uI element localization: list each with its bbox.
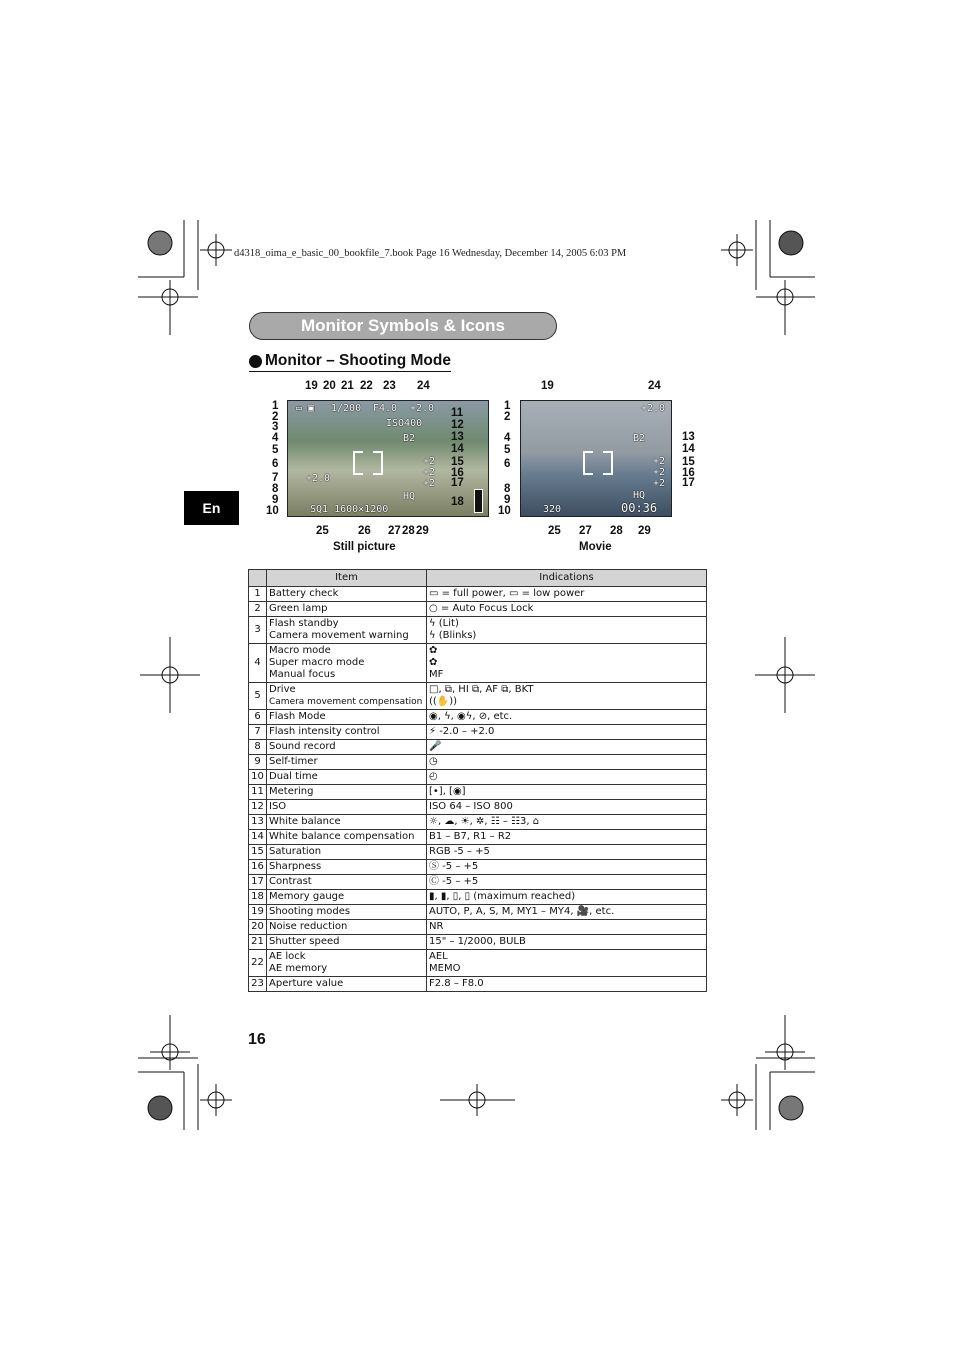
table-row — [249, 617, 707, 644]
table-header-item: Item — [267, 570, 427, 587]
row-item — [267, 920, 427, 935]
row-item-text: Flash standby Camera movement warning — [269, 618, 409, 641]
row-number: 11 — [249, 785, 267, 800]
row-item — [267, 830, 427, 845]
movie-callout-19: 19 — [541, 380, 554, 392]
row-item-text: Noise reduction — [269, 921, 348, 932]
row-number: 2 — [249, 602, 267, 617]
row-indications: 15" – 1/2000, BULB — [427, 935, 707, 950]
table-row — [249, 860, 707, 875]
still-callout-12: 12 — [451, 419, 464, 431]
movie-screen — [520, 400, 672, 517]
table-row — [249, 845, 707, 860]
row-item — [267, 770, 427, 785]
movie-ev: +2.0 — [641, 403, 666, 414]
row-item — [267, 644, 427, 683]
row-number: 7 — [249, 725, 267, 740]
row-item-text: Aperture value — [269, 978, 344, 989]
row-item-text: Memory gauge — [269, 891, 345, 902]
row-number: 6 — [249, 710, 267, 725]
still-callout-15: 15 — [451, 456, 464, 468]
row-item-text: Drive — [269, 684, 296, 695]
row-item — [267, 740, 427, 755]
still-callout-16: 16 — [451, 467, 464, 479]
movie-quality: HQ — [633, 490, 646, 501]
still-callout-9: 9 — [272, 494, 279, 506]
still-shutter: 1/200 — [331, 403, 362, 414]
still-callout-21: 21 — [341, 380, 354, 392]
movie-callout-4: 4 — [504, 432, 511, 444]
still-callout-27: 27 — [388, 525, 401, 537]
row-item-subtext: Camera movement compensation — [269, 697, 423, 707]
row-item — [267, 875, 427, 890]
still-ev: +2.0 — [410, 403, 435, 414]
row-number: 16 — [249, 860, 267, 875]
row-indications: ◷ — [427, 755, 707, 770]
table-row — [249, 830, 707, 845]
table-row — [249, 740, 707, 755]
movie-callout-1: 1 — [504, 400, 511, 412]
row-item-text: Sound record — [269, 741, 336, 752]
movie-caption: Movie — [579, 541, 612, 553]
row-indications: F2.8 – F8.0 — [427, 977, 707, 992]
movie-callout-16: 16 — [682, 467, 695, 479]
table-row — [249, 644, 707, 683]
movie-callout-2: 2 — [504, 411, 511, 423]
still-iso: ISO400 — [386, 418, 423, 429]
row-item-text: AE lock AE memory — [269, 951, 328, 974]
row-indications: ◉, ϟ, ◉ϟ, ⊘, etc. — [427, 710, 707, 725]
row-indications: B1 – B7, R1 – R2 — [427, 830, 707, 845]
row-item — [267, 725, 427, 740]
table-row — [249, 602, 707, 617]
row-indications: RGB -5 – +5 — [427, 845, 707, 860]
still-bottom: SQ1 1600×1200 — [310, 504, 389, 515]
table-row — [249, 683, 707, 710]
movie-callout-14: 14 — [682, 443, 695, 455]
row-number: 9 — [249, 755, 267, 770]
still-callout-5: 5 — [272, 444, 279, 456]
movie-wb: B2 — [633, 433, 646, 444]
movie-callout-29: 29 — [638, 525, 651, 537]
row-number: 22 — [249, 950, 267, 977]
still-callout-1: 1 — [272, 400, 279, 412]
row-item-text: Shutter speed — [269, 936, 340, 947]
row-number: 5 — [249, 683, 267, 710]
row-indications: 🎤 — [427, 740, 707, 755]
movie-sat: +2 — [653, 456, 666, 467]
movie-callout-5: 5 — [504, 444, 511, 456]
still-callout-23: 23 — [383, 380, 396, 392]
movie-callout-13: 13 — [682, 431, 695, 443]
row-number: 17 — [249, 875, 267, 890]
bullet-icon — [249, 355, 262, 368]
row-item — [267, 710, 427, 725]
table-header-indications: Indications — [427, 570, 707, 587]
row-number: 12 — [249, 800, 267, 815]
row-indications: ▭ = full power, ▭ = low power — [427, 587, 707, 602]
movie-size: 320 — [543, 504, 562, 515]
row-item — [267, 935, 427, 950]
row-item-text: Sharpness — [269, 861, 322, 872]
still-sharp: +2 — [423, 467, 436, 478]
still-callout-13: 13 — [451, 431, 464, 443]
still-callout-11: 11 — [451, 407, 464, 419]
language-tab: En — [184, 491, 239, 525]
table-row — [249, 755, 707, 770]
table-row — [249, 785, 707, 800]
movie-callout-27: 27 — [579, 525, 592, 537]
row-item-text: Contrast — [269, 876, 312, 887]
table-row — [249, 587, 707, 602]
row-indications: ◴ — [427, 770, 707, 785]
row-number: 20 — [249, 920, 267, 935]
row-item — [267, 617, 427, 644]
still-callout-10: 10 — [266, 505, 279, 517]
file-header: d4318_oima_e_basic_00_bookfile_7.book Page 16 Wednesday, December 14, 2005 6:03 PM — [234, 248, 627, 259]
still-callout-20: 20 — [323, 380, 336, 392]
row-item — [267, 860, 427, 875]
row-item — [267, 602, 427, 617]
still-wb: B2 — [403, 433, 416, 444]
row-indications: Ⓒ -5 – +5 — [427, 875, 707, 890]
row-item-text: White balance — [269, 816, 341, 827]
row-number: 23 — [249, 977, 267, 992]
still-flash-ev: +2.0 — [306, 473, 331, 484]
row-item-text: Shooting modes — [269, 906, 351, 917]
still-callout-19: 19 — [305, 380, 318, 392]
subsection-title — [249, 352, 451, 372]
row-number: 8 — [249, 740, 267, 755]
still-contrast: +2 — [423, 478, 436, 489]
movie-callout-17: 17 — [682, 477, 695, 489]
row-item — [267, 905, 427, 920]
subsection-title-text: Monitor – Shooting Mode — [265, 352, 451, 369]
table-row — [249, 875, 707, 890]
table-row — [249, 935, 707, 950]
row-item — [267, 950, 427, 977]
movie-sharp: +2 — [653, 467, 666, 478]
table-header-row — [249, 570, 707, 587]
row-indications: ○ = Auto Focus Lock — [427, 602, 707, 617]
row-item-text: Macro mode Super macro mode Manual focus — [269, 645, 365, 680]
still-callout-6: 6 — [272, 458, 279, 470]
still-picture-screen: ▭ ▣ 1/200 F4.0 +2.0 ISO400 B2 +2 +2 +2 +2.0 HQ SQ1 1600×1200 — [287, 400, 489, 517]
table-row — [249, 725, 707, 740]
row-indications: NR — [427, 920, 707, 935]
table-row — [249, 977, 707, 992]
table-row — [249, 890, 707, 905]
still-callout-22: 22 — [360, 380, 373, 392]
row-item-text: Flash Mode — [269, 711, 326, 722]
still-callout-14: 14 — [451, 443, 464, 455]
movie-contrast: +2 — [653, 478, 666, 489]
row-number: 15 — [249, 845, 267, 860]
row-item — [267, 815, 427, 830]
row-indications: ✿ ✿ MF — [427, 644, 707, 683]
row-number: 18 — [249, 890, 267, 905]
table-row — [249, 920, 707, 935]
row-number: 4 — [249, 644, 267, 683]
still-callout-18: 18 — [451, 496, 464, 508]
row-number: 13 — [249, 815, 267, 830]
row-item-text: Green lamp — [269, 603, 328, 614]
section-title: Monitor Symbols & Icons — [249, 312, 557, 340]
row-indications: Ⓢ -5 – +5 — [427, 860, 707, 875]
movie-callout-9: 9 — [504, 494, 511, 506]
still-callout-24: 24 — [417, 380, 430, 392]
still-callout-25: 25 — [316, 525, 329, 537]
still-callout-26: 26 — [358, 525, 371, 537]
row-item-text: Metering — [269, 786, 314, 797]
row-number: 10 — [249, 770, 267, 785]
row-item-text: White balance compensation — [269, 831, 415, 842]
row-item-text: Self-timer — [269, 756, 318, 767]
movie-callout-25: 25 — [548, 525, 561, 537]
indications-table — [248, 569, 707, 992]
table-row — [249, 710, 707, 725]
still-aperture: F4.0 — [373, 403, 398, 414]
row-indications: AEL MEMO — [427, 950, 707, 977]
movie-callout-6: 6 — [504, 458, 511, 470]
movie-callout-10: 10 — [498, 505, 511, 517]
table-row — [249, 815, 707, 830]
table-row — [249, 770, 707, 785]
row-indications: ISO 64 – ISO 800 — [427, 800, 707, 815]
row-item — [267, 890, 427, 905]
still-callout-28: 28 — [402, 525, 415, 537]
row-item — [267, 683, 427, 710]
still-callout-3: 3 — [272, 421, 279, 433]
page-number: 16 — [248, 1031, 266, 1048]
row-indications: ☼, ☁, ☀, ✲, ☷ – ☷3, ⌂ — [427, 815, 707, 830]
row-item-text: Saturation — [269, 846, 322, 857]
movie-time: 00:36 — [621, 501, 658, 515]
row-number: 14 — [249, 830, 267, 845]
row-indications: ϟ (Lit) ϟ (Blinks) — [427, 617, 707, 644]
table-row — [249, 905, 707, 920]
row-indications: □, ⧉, HI ⧉, AF ⧉, BKT ((✋)) — [427, 683, 707, 710]
still-sat: +2 — [423, 456, 436, 467]
row-item — [267, 800, 427, 815]
row-number: 19 — [249, 905, 267, 920]
row-item-text: Dual time — [269, 771, 318, 782]
row-item — [267, 755, 427, 770]
row-indications: ⚡ -2.0 – +2.0 — [427, 725, 707, 740]
still-callout-8: 8 — [272, 483, 279, 495]
row-indications: [•], [◉] — [427, 785, 707, 800]
row-indications: ▮, ▮, ▯, ▯ (maximum reached) — [427, 890, 707, 905]
row-number: 21 — [249, 935, 267, 950]
movie-callout-15: 15 — [682, 456, 695, 468]
row-item — [267, 587, 427, 602]
movie-callout-28: 28 — [610, 525, 623, 537]
row-item — [267, 785, 427, 800]
row-number: 1 — [249, 587, 267, 602]
table-row — [249, 800, 707, 815]
table-row — [249, 950, 707, 977]
row-number: 3 — [249, 617, 267, 644]
row-item — [267, 845, 427, 860]
movie-callout-8: 8 — [504, 483, 511, 495]
row-indications: AUTO, P, A, S, M, MY1 – MY4, 🎥, etc. — [427, 905, 707, 920]
still-callout-2: 2 — [272, 411, 279, 423]
still-callout-29: 29 — [416, 525, 429, 537]
row-item-text: Battery check — [269, 588, 339, 599]
row-item — [267, 977, 427, 992]
still-callout-17: 17 — [451, 477, 464, 489]
still-callout-4: 4 — [272, 432, 279, 444]
row-item-text: Flash intensity control — [269, 726, 380, 737]
still-caption: Still picture — [333, 541, 396, 553]
still-callout-7: 7 — [272, 472, 279, 484]
still-quality: HQ — [403, 491, 416, 502]
row-item-text: ISO — [269, 801, 287, 812]
movie-callout-24: 24 — [648, 380, 661, 392]
table-header-num — [249, 570, 267, 587]
